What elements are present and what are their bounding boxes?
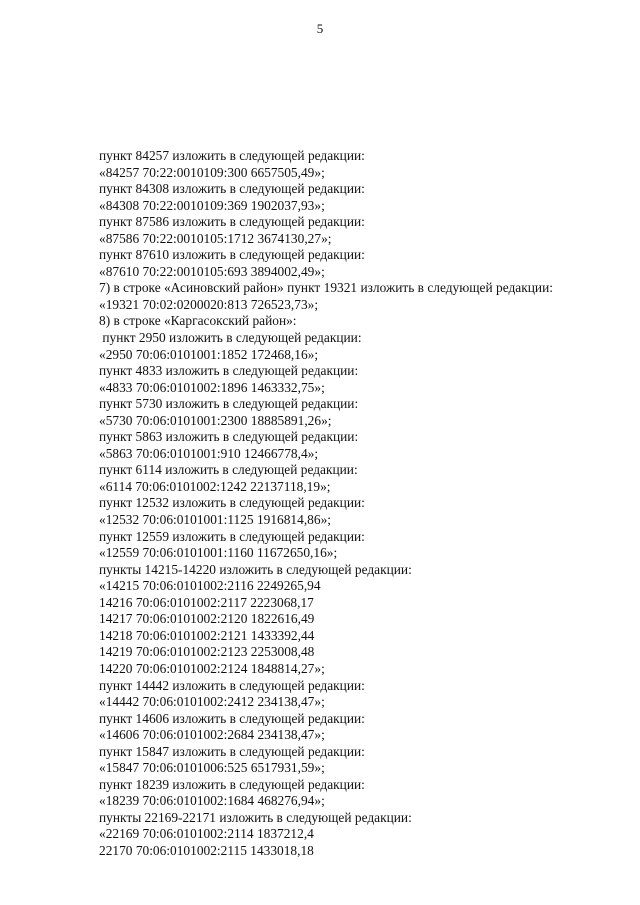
document-line: 14217 70:06:0101002:2120 1822616,49 [99,611,315,627]
document-line: «14442 70:06:0101002:2412 234138,47»; [99,694,325,710]
page-number: 5 [316,21,324,36]
document-line: пункт 84308 изложить в следующей редакции: [99,181,365,197]
document-line: пункты 14215-14220 изложить в следующей редакции: [99,561,412,577]
document-line: 14218 70:06:0101002:2121 1433392,44 [99,627,315,643]
document-line: пункт 18239 изложить в следующей редакции: [99,776,365,792]
document-line: пункт 5730 изложить в следующей редакции: [99,396,359,412]
document-line: «19321 70:02:0200020:813 726523,73»; [99,296,319,312]
document-line: «87610 70:22:0010105:693 3894002,49»; [99,263,325,279]
document-line: 14216 70:06:0101002:2117 2223068,17 [99,594,314,610]
document-line: «84257 70:22:0010109:300 6657505,49»; [99,164,325,180]
document-line: пункт 5863 изложить в следующей редакции: [99,429,359,445]
document-line: «2950 70:06:0101001:1852 172468,16»; [99,346,319,362]
document-line: 7) в строке «Асиновский район» пункт 19321 изложить в следующей редакции: [99,280,553,296]
document-line: пункт 6114 изложить в следующей редакции: [99,462,358,478]
document-line: «5730 70:06:0101001:2300 18885891,26»; [99,412,332,428]
document-line: «22169 70:06:0101002:2114 1837212,4 [99,826,314,842]
document-line: «15847 70:06:0101006:525 6517931,59»; [99,760,325,776]
document-line: 22170 70:06:0101002:2115 1433018,18 [99,842,314,858]
document-line: «84308 70:22:0010109:369 1902037,93»; [99,197,325,213]
document-line: «12532 70:06:0101001:1125 1916814,86»; [99,512,331,528]
document-line: «14606 70:06:0101002:2684 234138,47»; [99,727,325,743]
document-line: 8) в строке «Каргасокский район»: [99,313,297,329]
document-line: пункт 87586 изложить в следующей редакции: [99,214,365,230]
document-line: «87586 70:22:0010105:1712 3674130,27»; [99,230,332,246]
document-line: пункт 14606 изложить в следующей редакции: [99,710,365,726]
document-line: пункт 15847 изложить в следующей редакции: [99,743,365,759]
document-line: пункты 22169-22171 изложить в следующей редакции: [99,809,412,825]
document-line: «12559 70:06:0101001:1160 11672650,16»; [99,545,338,561]
document-line: «14215 70:06:0101002:2116 2249265,94 [99,578,321,594]
document-line: 14220 70:06:0101002:2124 1848814,27»; [99,660,325,676]
document-line: «5863 70:06:0101001:910 12466778,4»; [99,445,319,461]
document-line: 14219 70:06:0101002:2123 2253008,48 [99,644,315,660]
document-line: пункт 87610 изложить в следующей редакции: [99,247,365,263]
document-body [99,148,619,860]
document-line: пункт 14442 изложить в следующей редакции: [99,677,365,693]
document-line: пункт 2950 изложить в следующей редакции: [99,330,362,346]
document-line: пункт 4833 изложить в следующей редакции: [99,363,359,379]
document-line: «6114 70:06:0101002:1242 22137118,19»; [99,478,331,494]
document-line: «4833 70:06:0101002:1896 1463332,75»; [99,379,325,395]
document-line: пункт 12559 изложить в следующей редакции: [99,528,365,544]
document-line: пункт 84257 изложить в следующей редакции: [99,148,365,163]
document-line: пункт 12532 изложить в следующей редакции: [99,495,365,511]
document-line: «18239 70:06:0101002:1684 468276,94»; [99,793,325,809]
